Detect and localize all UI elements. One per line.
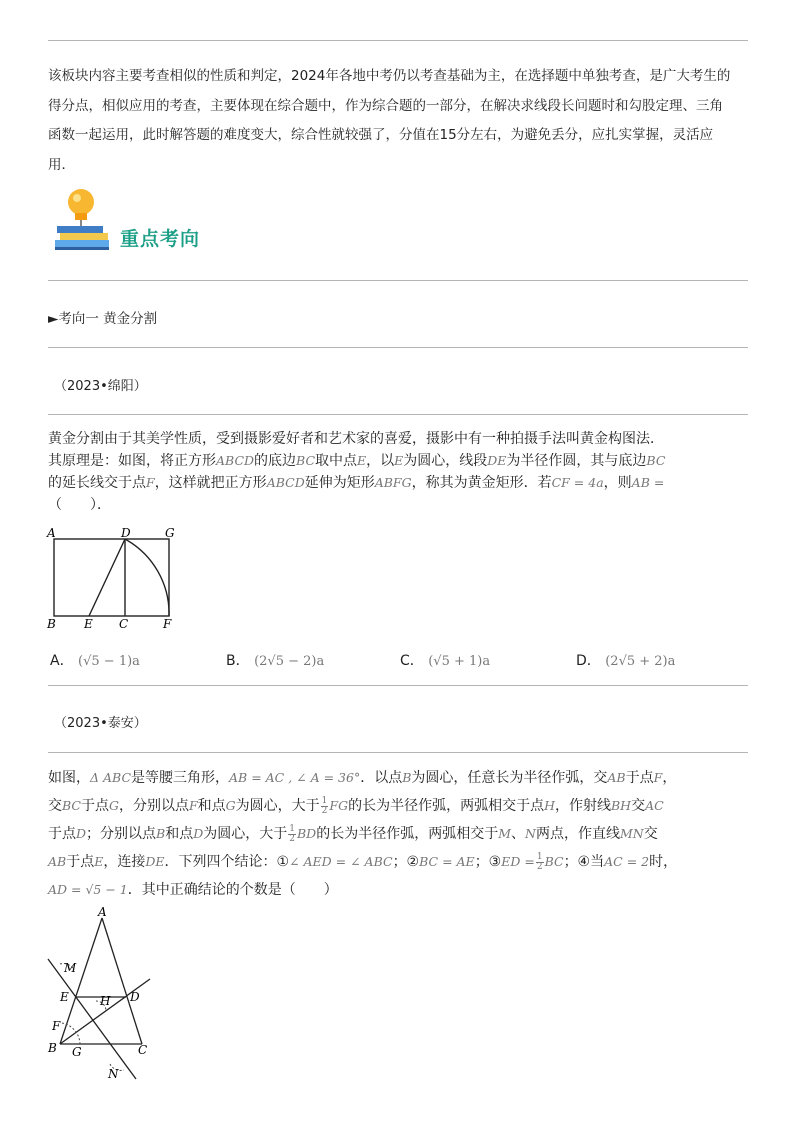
option-d[interactable]: D． (2√5 + 2)a [576, 653, 676, 669]
q1-problem-text [48, 428, 748, 516]
section-heading: 重点考向 [120, 228, 201, 250]
intro-paragraph [48, 62, 748, 180]
q1-options [48, 650, 748, 674]
q1-line: 黄金分割由于其美学性质，受到摄影爱好者和艺术家的喜爱，摄影中有一种拍摄手法叫黄金构图法． [48, 431, 664, 447]
divider [48, 40, 748, 41]
point-label: G [72, 1045, 82, 1059]
lightbulb-books-icon [52, 186, 118, 256]
q2-line: 交BC于点G，分别以点F和点G为圆心，大于 $\frac{1}{2}$ FG的长为半径作弧，两弧相交于点H，作射线BH交AC [48, 795, 664, 816]
divider [48, 280, 748, 281]
q1-line: （ ）． [48, 497, 111, 513]
topic-label: ►考向一 黄金分割 [48, 311, 158, 327]
fraction-half: $\frac{1}{2}$ [536, 851, 543, 872]
q2-line: AB于点E，连接DE．下列四个结论：①∠ AED = ∠ ABC；②BC = AE；③ED = $\frac{1}{2}$ BC；④当AC = 2时， [48, 851, 678, 872]
intro-line: 函数一起运用，此时解答题的难度变大，综合性就较强了，分值在15分左右，为避免丢分，应扎实掌握，灵活应 [48, 127, 714, 143]
q2-problem-text [48, 764, 748, 904]
fraction-half: $\frac{1}{2}$ [321, 795, 328, 816]
divider [48, 414, 748, 415]
divider [48, 347, 748, 348]
q2-line: 如图，Δ ABC是等腰三角形，AB = AC , ∠ A = 36°．以点B为圆心，任意长为半径作弧，交AB于点F， [48, 770, 677, 786]
option-b[interactable]: B． (2√5 − 2)a [226, 653, 325, 669]
option-a[interactable]: A． (√5 − 1)a [50, 653, 140, 669]
intro-line: 得分点，相似应用的考查，主要体现在综合题中，作为综合题的一部分，在解决求线段长问题时和勾股定理、三角 [48, 97, 723, 114]
point-label: F [52, 1019, 61, 1033]
option-c[interactable]: C． (√5 + 1)a [400, 653, 491, 669]
intro-line: 用． [48, 156, 75, 173]
point-label: H [100, 994, 111, 1008]
point-label: A [98, 905, 107, 919]
q2-line: AD = √5 − 1．其中正确结论的个数是（ ） [48, 882, 338, 898]
divider [48, 752, 748, 753]
point-label: D [130, 990, 140, 1004]
q1-line: 其原理是：如图，将正方形ABCD的底边BC取中点E，以E为圆心，线段DE为半径作圆，其与底边BC [48, 453, 666, 469]
point-label: C [138, 1043, 148, 1057]
q2-isosceles-triangle-figure [40, 904, 170, 1084]
point-label: G [165, 526, 175, 540]
point-label: E [60, 990, 69, 1004]
point-label: E [84, 617, 93, 630]
point-label: A [47, 526, 56, 540]
point-label: D [121, 526, 131, 540]
divider [48, 685, 748, 686]
q1-golden-rectangle-figure [44, 524, 184, 630]
q2-source: （2023•泰安） [54, 716, 147, 731]
point-label: B [47, 617, 56, 630]
point-label: B [48, 1041, 57, 1055]
q2-line: 于点D；分别以点B和点D为圆心，大于 $\frac{1}{2}$ BD的长为半径作弧，两弧相交于M、N两点，作直线MN交 [48, 823, 658, 844]
point-label: M [64, 961, 77, 975]
point-label: C [119, 617, 129, 630]
point-label: N [108, 1067, 119, 1081]
point-label: F [163, 617, 172, 630]
intro-line: 该板块内容主要考查相似的性质和判定，2024年各地中考仍以考查基础为主，在选择题中单独考查，是广大考生的 [48, 68, 731, 84]
fraction-half: $\frac{1}{2}$ [289, 823, 295, 844]
q1-source: （2023•绵阳） [54, 379, 147, 394]
q1-line: 的延长线交于点F，这样就把正方形ABCD延伸为矩形ABFG，称其为黄金矩形．若CF = 4a，则AB = [48, 475, 665, 491]
